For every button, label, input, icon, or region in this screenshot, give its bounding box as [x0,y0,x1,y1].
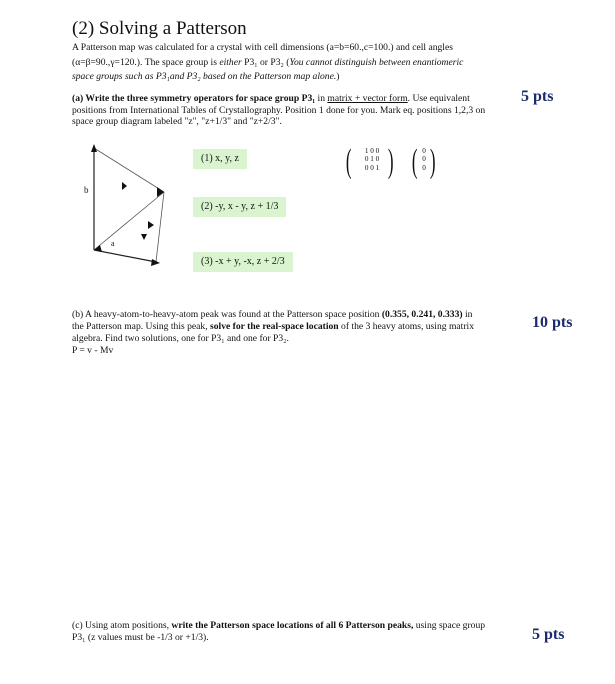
a-axis-line [94,250,156,262]
part-a-line-3: space group diagram labeled "z", "z+1/3" and "z+2/3". [72,116,282,127]
part-a-underlined: matrix + vector form [327,93,408,104]
page-title: (2) Solving a Patterson [72,18,247,39]
part-a-line-1 [72,93,470,106]
matrix-row-2: 0 1 0 [364,155,380,164]
diagram-edge-top [94,148,164,192]
vector-value-1: 0 [422,147,426,155]
vector-left-paren: ( [411,143,418,180]
part-b-line-1c: in [462,309,473,320]
intro-line-2c: P3₁ or P3₂ ( [241,57,290,68]
part-a-label: (a) [72,93,86,104]
part-a-mid: in [315,93,328,104]
intro-line-2d: You cannot distinguish between enantiomeric [289,57,464,68]
diagram-diagonal [94,192,164,250]
matrix-right-paren: ) [387,143,394,180]
part-b-line-1 [72,309,472,322]
part-a-line-2: positions from International Tables of Crystallography. Position 1 done for you. Mark eq. positions 1,2,3 on [72,105,486,116]
part-b-points: 10 pts [532,314,573,331]
vector-right-paren: ) [429,143,436,180]
intro-line-1: A Patterson map was calculated for a crystal with cell dimensions (a=b=60.,c=100.) and cell angles [72,42,453,53]
symmetry-operator-3: (3) -x + y, -x, z + 2/3 [193,252,293,272]
vector-values [418,147,430,172]
a-axis-arrowhead [151,259,160,266]
symmetry-operator-1: (1) x, y, z [193,149,247,169]
part-b-line-3: algebra. Find two solutions, one for P3₁ and one for P3₂. [72,333,289,344]
part-b-line-2 [72,321,474,334]
space-group-diagram [80,140,180,270]
matrix-row-3: 0 0 1 [364,163,380,172]
part-c-line-1 [72,620,485,633]
part-b-equation: P = v - Mv [72,345,114,356]
middle-triangle-marker [148,221,154,229]
part-c-bold: write the Patterson space locations of all 6 Patterson peaks, [171,620,414,631]
axis-label-a: a [111,239,115,248]
part-c-line-2: P3₁ (z values must be -1/3 or +1/3). [72,632,209,643]
left-triangle-marker [122,182,127,190]
identity-matrix [347,143,397,183]
part-b-line-2c: of the 3 heavy atoms, using matrix [338,321,474,332]
intro-line-2a: (α=β=90.,γ=120.). The space group is [72,57,220,68]
part-a-rest: . Use equivalent [407,93,470,104]
part-b-line-1a: (b) A heavy-atom-to-heavy-atom peak was found at the Patterson space position [72,309,382,320]
diagram-edge-right [156,192,164,262]
b-axis-arrowhead [91,144,97,152]
part-c-line-1a: (c) Using atom positions, [72,620,172,631]
vector-value-3: 0 [422,163,426,172]
part-b-line-2a: the Patterson map. Using this peak, [72,321,211,332]
intro-either: either [219,57,242,68]
translation-vector [413,143,437,183]
vector-value-2: 0 [422,155,426,164]
part-a-points: 5 pts [521,88,554,105]
part-c-points: 5 pts [532,626,565,643]
matrix-left-paren: ( [345,143,352,180]
part-a-bold: Write the three symmetry operators for space group P3₁ [85,93,316,104]
part-b-bold: solve for the real-space location [210,321,339,332]
matrix-rows [356,147,388,172]
intro-line-3 [72,71,339,84]
matrix-row-1: 1 0 0 [364,147,380,155]
symmetry-operator-2: (2) -y, x - y, z + 1/3 [193,197,286,217]
intro-line-3-end: ) [336,71,340,82]
intro-line-2 [72,57,463,70]
bottom-triangle-marker [141,234,147,240]
right-triangle-marker [157,187,164,197]
intro-line-3-text: space groups such as P3₁and P3₂ based on the Patterson map alone. [72,71,337,82]
axis-label-b: b [84,185,89,195]
part-b-peak: (0.355, 0.241, 0.333) [381,309,463,320]
part-c-line-1c: using space group [413,620,486,631]
